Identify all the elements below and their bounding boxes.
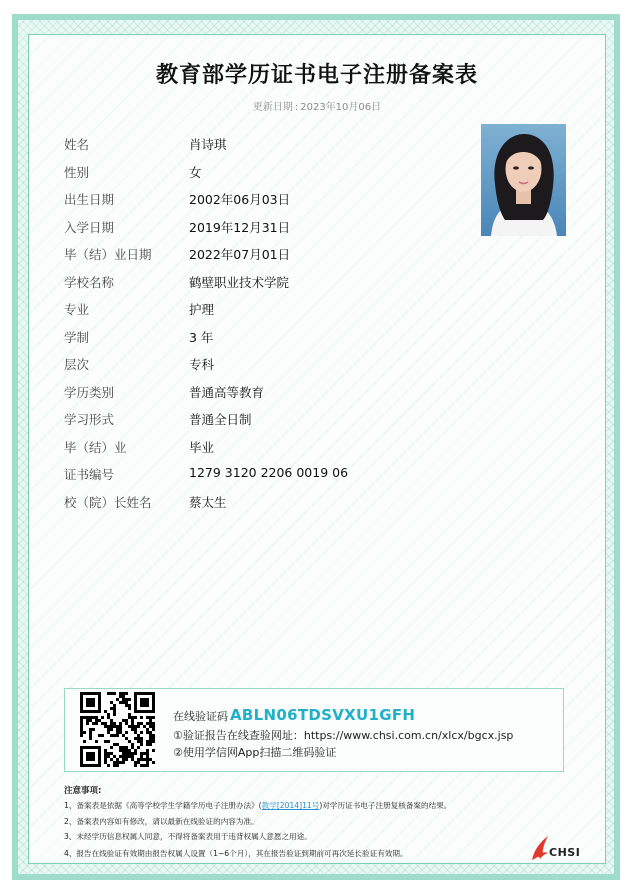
updated-date: 更新日期 : 2023年10月06日 — [252, 102, 382, 113]
field-label: 学习形式 — [64, 412, 115, 427]
field-label: 校（院）长姓名 — [64, 494, 152, 510]
field-value: 肖诗琪 — [189, 137, 227, 152]
field-value: 护理 — [189, 302, 215, 317]
field-value: 2022年07月01日 — [189, 247, 291, 262]
field-label: 学校名称 — [64, 274, 115, 290]
qr-code[interactable] — [80, 692, 155, 767]
field-value: 普通高等教育 — [189, 384, 265, 400]
field-label: 出生日期 — [64, 192, 115, 207]
field-value: 蔡太生 — [189, 494, 227, 510]
regulation-link[interactable]: 教学[2014]11号 — [261, 801, 320, 810]
notes-title: 注意事项: — [64, 786, 102, 796]
field-value: 2002年06月03日 — [189, 192, 291, 207]
updated-label: 更新日期 — [252, 102, 293, 113]
field-label: 姓名 — [64, 137, 90, 152]
verify-app-line: ②使用学信网App扫描二维码验证 — [173, 746, 337, 759]
field-label: 证书编号 — [64, 467, 115, 482]
note-1-pre: 1、备案表是依据《高等学校学生学籍学历电子注册办法》( — [64, 801, 262, 810]
field-value: 毕业 — [189, 439, 215, 455]
field-value: 普通全日制 — [189, 412, 252, 427]
field-label: 毕（结）业日期 — [64, 247, 152, 262]
field-label: 专业 — [64, 302, 90, 317]
note-1-post: )对学历证书电子注册复核备案的结果。 — [319, 801, 452, 810]
portrait-photo — [481, 124, 566, 236]
field-label: 毕（结）业 — [64, 439, 127, 455]
document-title: 教育部学历证书电子注册备案表 — [155, 63, 478, 88]
field-value: 3 年 — [189, 329, 214, 345]
note-4: 4、报告在线验证有效期由报告权属人设置（1~6个月），其在报告验证到期前可再次延长验证有效期。 — [64, 849, 408, 858]
field-value: 2019年12月31日 — [189, 219, 291, 235]
chsi-logo-text: CHSI — [549, 846, 581, 859]
field-value: 女 — [189, 164, 202, 180]
field-value: 专科 — [189, 357, 215, 372]
field-label: 学历类别 — [64, 384, 115, 400]
verification-code-line — [173, 705, 415, 724]
note-2: 2、备案表内容如有修改，请以最新在线验证的内容为准。 — [64, 817, 259, 826]
verification-code-label: 在线验证码 — [173, 710, 228, 723]
verification-code[interactable]: ABLN06TDSVXU1GFH — [230, 706, 416, 724]
updated-date-value: 2023年10月06日 — [300, 102, 382, 113]
field-value: 1279 3120 2206 0019 06 — [189, 465, 349, 480]
verify-url-line[interactable]: ①验证报告在线查验网址：https://www.chsi.com.cn/xlcx/bgcx.jsp — [173, 729, 514, 742]
note-1 — [64, 800, 451, 811]
field-label: 性别 — [64, 164, 90, 180]
field-value: 鹤壁职业技术学院 — [189, 274, 290, 290]
field-label: 入学日期 — [64, 219, 115, 235]
note-3: 3、未经学历信息权属人同意，不得将备案表用于违背权属人意愿之用途。 — [64, 832, 312, 841]
field-label: 层次 — [64, 357, 90, 372]
field-label: 学制 — [64, 329, 90, 345]
